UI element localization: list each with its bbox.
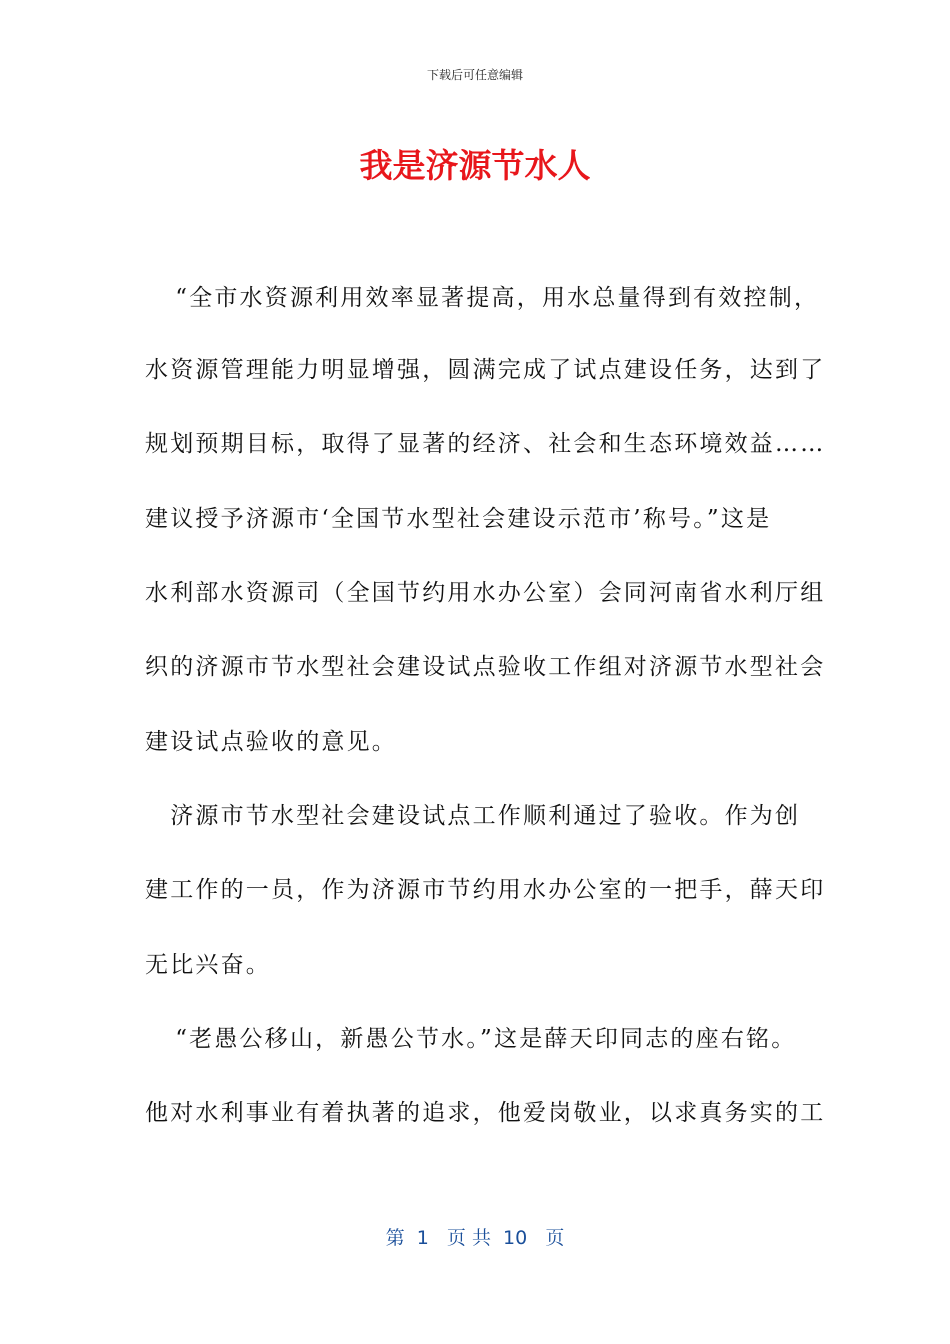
body-line-4: 建议授予济源市‘全国节水型社会建设示范市’称号。”这是 <box>145 506 772 532</box>
body-line-11: “老愚公移山，新愚公节水。”这是薛天印同志的座右铭。 <box>150 1026 797 1052</box>
body-line-3: 规划预期目标，取得了显著的经济、社会和生态环境效益…… <box>145 431 826 457</box>
body-line-9: 建工作的一员，作为济源市节约用水办公室的一把手，薛天印 <box>145 877 826 903</box>
page-number: 第 1 页 共 10 页 <box>385 1227 565 1249</box>
document-title: 我是济源节水人 <box>359 146 591 185</box>
body-line-2: 水资源管理能力明显增强，圆满完成了试点建设任务，达到了 <box>145 357 826 383</box>
body-line-10: 无比兴奋。 <box>145 952 271 978</box>
body-line-1: “全市水资源利用效率显著提高，用水总量得到有效控制， <box>150 285 820 311</box>
body-line-12: 他对水利事业有着执著的追求，他爱岗敬业，以求真务实的工 <box>145 1100 826 1126</box>
body-line-8: 济源市节水型社会建设试点工作顺利通过了验收。作为创 <box>145 803 801 829</box>
body-line-7: 建设试点验收的意见。 <box>145 729 397 755</box>
header-note: 下载后可任意编辑 <box>426 68 523 82</box>
body-line-5: 水利部水资源司（全国节约用水办公室）会同河南省水利厅组 <box>145 580 826 606</box>
body-line-6: 织的济源市节水型社会建设试点验收工作组对济源节水型社会 <box>145 654 826 680</box>
